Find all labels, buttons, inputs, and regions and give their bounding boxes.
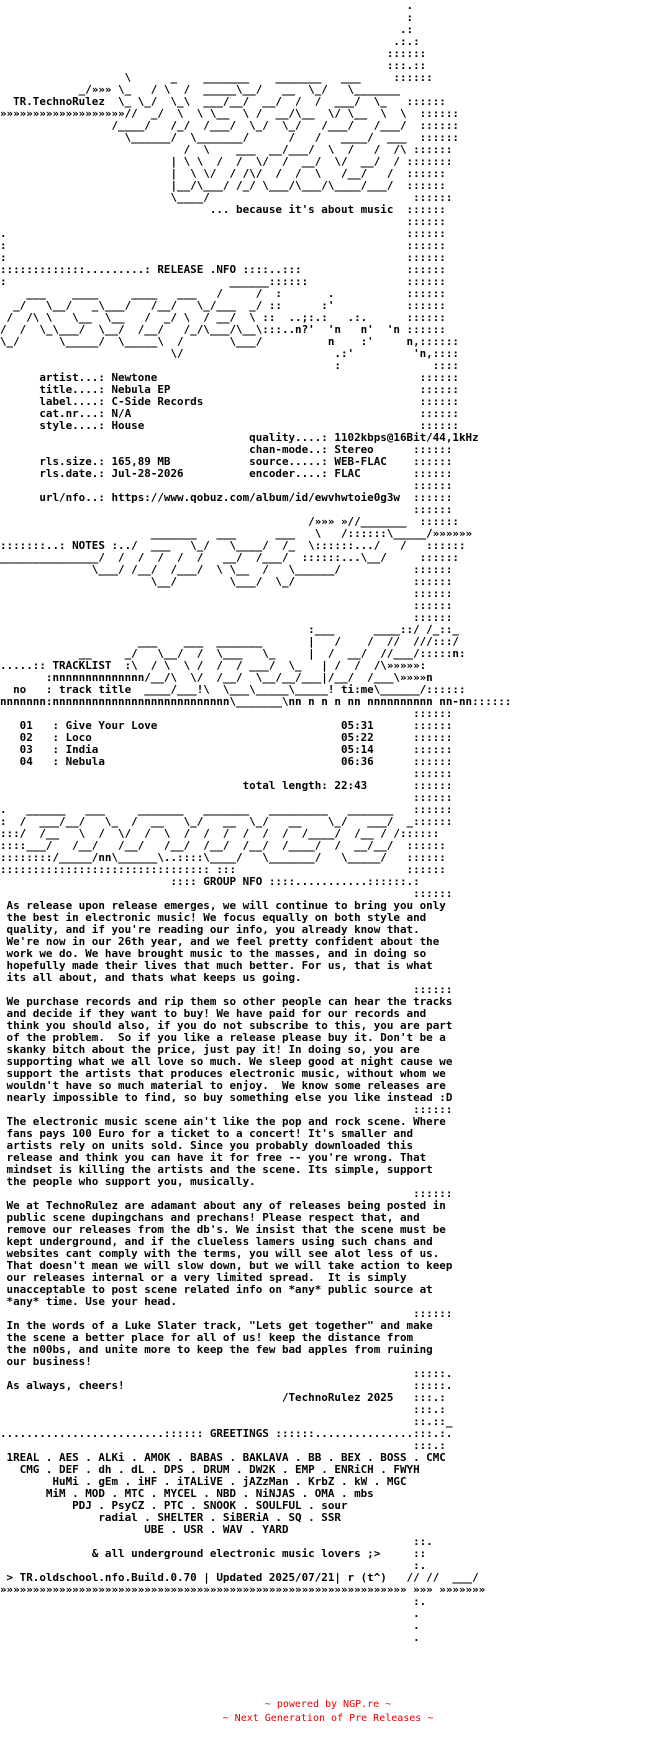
nfo-line: artist...: Newtone :::::: [0, 371, 459, 384]
nfo-line: kept underground, and if the clueless lamers using such chans and [0, 1235, 433, 1248]
nfo-line: : :::::: [0, 239, 446, 252]
nfo-line: websites cant comply with the terms, you will see alot less of us. [0, 1247, 440, 1260]
nfo-line: its all about, and thats what keeps us going. [0, 971, 302, 984]
nfo-line: nearly impossible to find, so buy something else you like instead :D [0, 1091, 453, 1104]
nfo-line: TR.TechnoRulez \_ \_/ \_\ ___/__/ __/ / / ___/ \_ :::::: [0, 95, 446, 108]
footer [0, 1698, 656, 1726]
nfo-line: We at TechnoRulez are adamant about any of releases being posted in [0, 1199, 446, 1212]
nfo-line: *any* time. Use your head. [0, 1295, 178, 1308]
nfo-line: / \ ___ __/___/ \ / / /\ :::::: [0, 143, 453, 156]
nfo-line: : :::: [0, 359, 459, 372]
nfo-line: In the words of a Luke Slater track, "Lets get together" and make [0, 1319, 433, 1332]
nfo-line: _______________/ / / / / / __/ /___/ ::::::...\__/ :::::: [0, 551, 459, 564]
nfo-line: :. [0, 1559, 427, 1572]
nfo-line: 01 : Give Your Love 05:31 :::::: [0, 719, 453, 732]
nfo-line: > TR.oldschool.nfo.Build.0.70 | Updated 2025/07/21| r (t^) // // ___/ [0, 1571, 479, 1584]
footer-powered-by[interactable]: ~ powered by NGP.re ~ [264, 1699, 392, 1710]
nfo-line: MiM . MOD . MTC . MYCEL . NBD . NiNJAS . OMA . mbs [0, 1487, 374, 1500]
nfo-line: :::::: [0, 887, 453, 900]
nfo-line: We're now in our 26th year, and we feel pretty confident about the [0, 935, 440, 948]
nfo-line: As always, cheers! :::::. [0, 1379, 453, 1392]
nfo-line: :::::. [0, 1367, 453, 1380]
nfo-line: :nnnnnnnnnnnnnn/__/\ \/ /__/ \__/__/___|/__/ /___\»»»»n [0, 671, 433, 684]
nfo-line: & all underground electronic music lovers ;> :: [0, 1547, 427, 1560]
nfo-line: ::.::_ [0, 1415, 453, 1428]
nfo-line: :::::: [0, 1187, 453, 1200]
nfo-line: :::::: [0, 215, 446, 228]
nfo-line: the best in electronic music! We focus equally on both style and [0, 911, 427, 924]
nfo-line: ___ ___ _______ | / / // ///:::/ [0, 635, 459, 648]
nfo-line: | \ \ / / \/ / __/ \/ __/ / ::::::: [0, 155, 453, 168]
nfo-line: /____/ /_/ /___/ \_/ \_/ /___/ /___/ :::::: [0, 119, 459, 132]
nfo-line: \ _ _______ _______ ___ :::::: [0, 71, 433, 84]
nfo-line: __ _/ \__/ / \___ \_ | / __/ //___/:::::n: [0, 647, 466, 660]
nfo-line: :::::: [0, 983, 453, 996]
nfo-line: : ______:::::: :::::: [0, 275, 446, 288]
nfo-line: :::::::..: NOTES :../ ___ \_/ \____/ /_ \::::::.../ / :::::: [0, 539, 466, 552]
nfo-line: chan-mode..: Stereo :::::: [0, 443, 453, 456]
nfo-line: label....: C-Side Records :::::: [0, 395, 459, 408]
nfo-line: As release upon release emerges, we will continue to bring you only [0, 899, 446, 912]
nfo-line: ::::::::/_____/nn\______\..::::\____/ \_______/ \_____/ :::::: [0, 851, 446, 864]
nfo-line: release and think you can have it for free -- you're wrong. That [0, 1151, 427, 1164]
nfo-line: . :::::: [0, 227, 446, 240]
nfo-line: _______ ___ ___ \ /::::::\_____/»»»»»» [0, 527, 473, 540]
nfo-line: supporting what we all love so much. We sleep good at night cause we [0, 1055, 453, 1068]
nfo-line: url/nfo..: https://www.qobuz.com/album/id/ewvhwtoie0g3w :::::: [0, 491, 453, 504]
nfo-line: .........................:::::: GREETINGS ::::::...............:::.:. [0, 1427, 453, 1440]
nfo-line: mindset is killing the artists and the scene. Its simple, support [0, 1163, 433, 1176]
nfo-line: work we do. We have brought music to the masses, and in doing so [0, 947, 427, 960]
nfo-line: :::::: [0, 599, 453, 612]
nfo-line: :::::: [0, 503, 453, 516]
nfo-line: ... because it's about music :::::: [0, 203, 446, 216]
nfo-line: . [0, 0, 414, 12]
nfo-line: :::::: [0, 479, 453, 492]
nfo-line: : :::::: [0, 251, 446, 264]
nfo-line: »»»»»»»»»»»»»»»»»»»»»»»»»»»»»»»»»»»»»»»»»»»»»»»»»»»»»»»»»»»»»» »»» »»»»»»» [0, 1583, 486, 1596]
nfo-line: public scene dupingchans and prechans! Please respect that, and [0, 1211, 420, 1224]
nfo-line: The electronic music scene ain't like the pop and rock scene. Where [0, 1115, 446, 1128]
nfo-line: \__/ \___/ \_/ :::::: [0, 575, 453, 588]
nfo-line: PDJ . PsyCZ . PTC . SNOOK . SOULFUL . sour [0, 1499, 348, 1512]
nfo-line: .....:: TRACKLIST :\ / \ \ / / / ___/ \_ | / / /\»»»»»: [0, 659, 427, 672]
nfo-line: 1REAL . AES . ALKi . AMOK . BABAS . BAKLAVA . BB . BEX . BOSS . CMC [0, 1451, 446, 1464]
nfo-line: hopefully made their lives that much better. For us, that is what [0, 959, 433, 972]
nfo-line: CMG . DEF . dh . dL . DPS . DRUM . DW2K . EMP . ENRiCH . FWYH [0, 1463, 420, 1476]
nfo-line: unacceptable to post scene related info on *any* public source at [0, 1283, 433, 1296]
nfo-line: \___/ /__/ /___/ \ \__ / \______/ :::::: [0, 563, 453, 576]
nfo-line: ::::___/ /__/ /__/ /__/ /__/ /__/ /____/ / __/__/ :::::: [0, 839, 446, 852]
nfo-line: :::::: [0, 1103, 453, 1116]
nfo-line: \/ .:' 'n,:::: [0, 347, 459, 360]
nfo-line: :::.: [0, 1439, 446, 1452]
nfo-line: :::.:: [0, 59, 427, 72]
nfo-line: :::::: [0, 767, 453, 780]
nfo-line: style....: House :::::: [0, 419, 459, 432]
nfo-line: the scene a better place for all of us! keep the distance from [0, 1331, 414, 1344]
nfo-line: radial . SHELTER . SiBERiA . SQ . SSR [0, 1511, 341, 1524]
nfo-line: UBE . USR . WAV . YARD [0, 1523, 289, 1536]
nfo-line: 04 : Nebula 06:36 :::::: [0, 755, 453, 768]
nfo-line: \____/ :::::: [0, 191, 453, 204]
nfo-line: :::::: [0, 707, 453, 720]
nfo-line: :::/ /__ \ / \/ / \ / / / / / / /____/ /__ / /:::::: [0, 827, 440, 840]
nfo-line: 02 : Loco 05:22 :::::: [0, 731, 453, 744]
nfo-line: :::::: [0, 611, 453, 624]
nfo-line: :::.: [0, 1403, 446, 1416]
nfo-line: ___ ____ ____ ___ / / : . :::::: [0, 287, 446, 300]
nfo-line: ::. [0, 1535, 433, 1548]
nfo-line: :::::: [0, 791, 453, 804]
nfo-line: : [0, 11, 414, 24]
nfo-line: think you should also, if you do not subscribe to this, you are part [0, 1019, 453, 1032]
nfo-line: . [0, 1631, 420, 1644]
nfo-line: quality, and if you're reading our info, you already know that. [0, 923, 420, 936]
nfo-line: :::: GROUP NFO ::::...........::::::.: [0, 875, 420, 888]
nfo-line: :::::::::::::.........: RELEASE .NFO ::::..::: :::::: [0, 263, 446, 276]
nfo-line: |__/\___/ /_/ \___/\___/\____/___/ :::::: [0, 179, 446, 192]
nfo-line: nnnnnnn:nnnnnnnnnnnnnnnnnnnnnnnnnnn\_______\nn n n n nn nnnnnnnnnn nn-nn:::::: [0, 695, 512, 708]
nfo-line: skanky bitch about the price, just pay it! In doing so, you are [0, 1043, 420, 1056]
nfo-line: the n00bs, and unite more to keep the few bad apples from ruining [0, 1343, 433, 1356]
nfo-line: That doesn't mean we will slow down, but we will take action to keep [0, 1259, 453, 1272]
nfo-line: our releases internal or a very limited spread. It is simply [0, 1271, 407, 1284]
nfo-line: :::::: [0, 587, 453, 600]
nfo-line: :::::::::::::::::::::::::::::::: ::: :::::: [0, 863, 446, 876]
nfo-line: remove our releases from the db's. We insist that the scene must be [0, 1223, 446, 1236]
nfo-line: \_/ \_____/ \_____\ / \___/ n :' n,:::::: [0, 335, 459, 348]
nfo-line: our business! [0, 1355, 92, 1368]
nfo-line: . ______ ___ _______ _______ _________ _______ :::::: [0, 803, 453, 816]
nfo-line: title....: Nebula EP :::::: [0, 383, 459, 396]
nfo-line: : / ___/__/ \_ / __ \_/ __ \_/ __ \_/ ___/ _:::::: [0, 815, 453, 828]
nfo-line: :::::: [0, 47, 427, 60]
nfo-line: cat.nr...: N/A :::::: [0, 407, 459, 420]
nfo-line: /»»» »//_______ :::::: [0, 515, 459, 528]
nfo-line: :___ ____::/ /_::_ [0, 623, 459, 636]
nfo-line: :. [0, 1595, 427, 1608]
nfo-line: artists rely on units sold. Since you probably downloaded this [0, 1139, 414, 1152]
nfo-line: »»»»»»»»»»»»»»»»»»»// _/ \ \ \__ \ / __/\__ \/ \__ \ \ :::::: [0, 107, 459, 120]
nfo-line: .: [0, 23, 414, 36]
nfo-line: /TechnoRulez 2025 :::.: [0, 1391, 446, 1404]
nfo-line: and decide if they want to buy! We have paid for our records and [0, 1007, 427, 1020]
nfo-line: support the artists that produces electronic music, without whom we [0, 1067, 446, 1080]
nfo-line: wouldn't have so much material to enjoy. We know some releases are [0, 1079, 446, 1092]
nfo-line: quality....: 1102kbps@16Bit/44,1kHz [0, 431, 479, 444]
nfo-line: HuMi . gEm . iHF . iTALiVE . jAZzMan . KrbZ . kW . MGC [0, 1475, 407, 1488]
nfo-line: We purchase records and rip them so other people can hear the tracks [0, 995, 453, 1008]
nfo-line: 03 : India 05:14 :::::: [0, 743, 453, 756]
nfo-line: of the problem. So if you like a release please buy it. Don't be a [0, 1031, 446, 1044]
nfo-line: the people who support you, musically. [0, 1175, 256, 1188]
nfo-line: no : track title ____/___!\ \___\_____\_____! ti:me\______/:::::: [0, 683, 466, 696]
nfo-line: _/»»» \_ / \ / _____\__/ __ \_/ \_______ [0, 83, 400, 96]
nfo-line: / / \_\___/ \__/ /__/ /_/\___/\__\:::..n?' 'n n' 'n :::::: [0, 323, 446, 336]
nfo-line: . [0, 1607, 420, 1620]
nfo-line: \______/ \_______/ / / ____/ ___ :::::: [0, 131, 459, 144]
nfo-line: total length: 22:43 :::::: [0, 779, 453, 792]
nfo-line: :::::: [0, 1307, 453, 1320]
nfo-line: .:.: [0, 35, 420, 48]
nfo-line: / /\ \ \__ \__ / _/ \ / __/ \ :: ..;:.: .:. :::::: [0, 311, 446, 324]
footer-tagline: ~ Next Generation of Pre Releases ~ [222, 1713, 434, 1724]
nfo-line: fans pays 100 Euro for a ticket to a concert! It's smaller and [0, 1127, 414, 1140]
nfo-line: . [0, 1619, 420, 1632]
nfo-line: rls.size.: 165,89 MB source.....: WEB-FLAC :::::: [0, 455, 453, 468]
nfo-line: _/ \__/ _\___/ /__/ \_/___ _/ :: :' :::::: [0, 299, 446, 312]
nfo-line: rls.date.: Jul-28-2026 encoder....: FLAC :::::: [0, 467, 453, 480]
nfo-line: | \ \/ / /\/ / / \ /__/ / :::::: [0, 167, 446, 180]
